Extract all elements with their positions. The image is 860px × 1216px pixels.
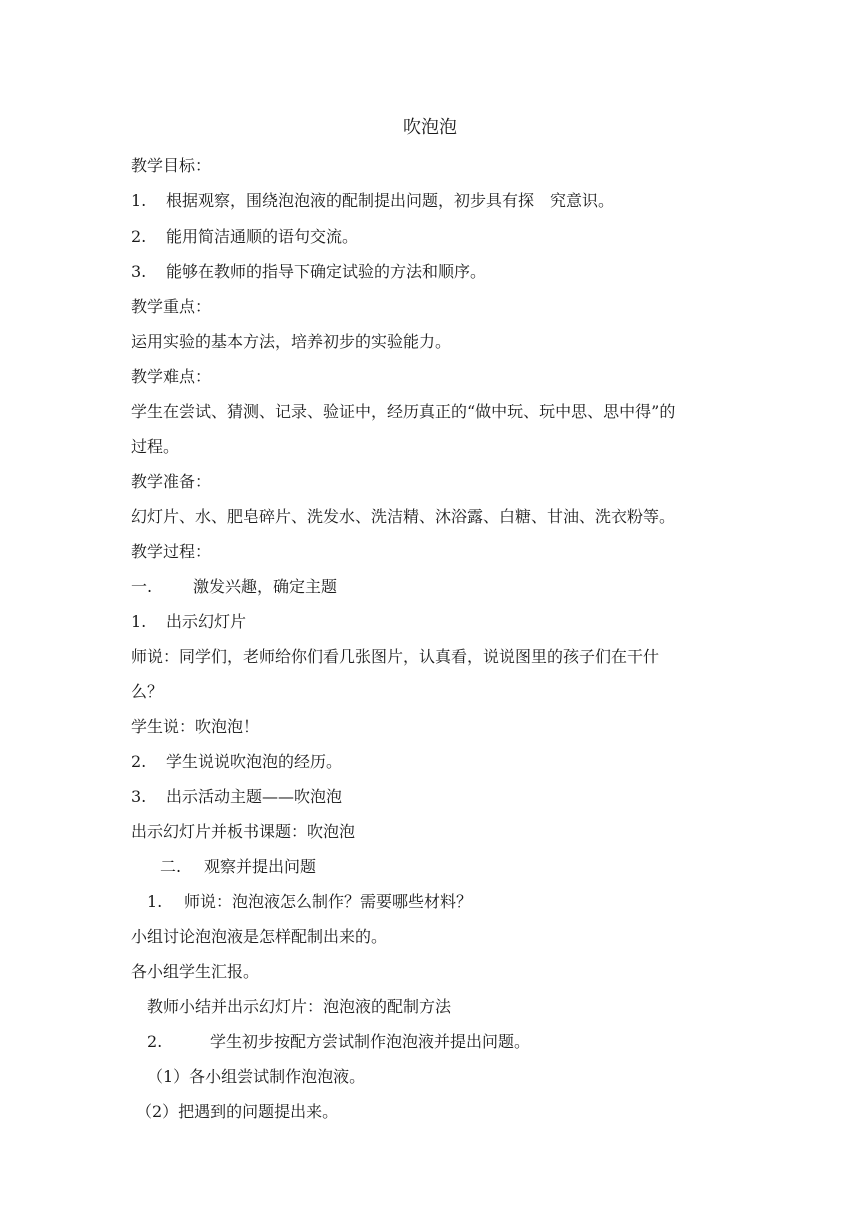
list-marker: 2. xyxy=(147,1032,163,1051)
paragraph: 学生说：吹泡泡！ xyxy=(131,717,260,736)
list-item: 学生说说吹泡泡的经历。 xyxy=(166,752,343,771)
section-marker: 二. xyxy=(160,857,182,876)
section-marker: 一. xyxy=(131,577,153,596)
heading-difficulties: 教学难点： xyxy=(131,367,212,386)
list-marker: 1. xyxy=(131,191,147,210)
sub-item: （1）各小组尝试制作泡泡液。 xyxy=(147,1067,366,1086)
paragraph: 教师小结并出示幻灯片：泡泡液的配制方法 xyxy=(147,997,452,1016)
paragraph: 幻灯片、水、肥皂碎片、洗发水、洗洁精、沐浴露、白糖、甘油、洗衣粉等。 xyxy=(131,507,676,526)
list-marker: 3. xyxy=(131,262,147,281)
list-marker: 1. xyxy=(147,892,163,911)
list-item: 根据观察，围绕泡泡液的配制提出问题，初步具有探 究意识。 xyxy=(166,191,615,210)
heading-process: 教学过程： xyxy=(131,542,212,561)
list-item: 师说：泡泡液怎么制作？需要哪些材料？ xyxy=(184,892,473,911)
document-title: 吹泡泡 xyxy=(403,117,457,138)
paragraph: 么？ xyxy=(131,682,164,701)
paragraph: 运用实验的基本方法，培养初步的实验能力。 xyxy=(131,332,452,351)
heading-key-points: 教学重点： xyxy=(131,297,212,316)
list-marker: 3. xyxy=(131,787,147,806)
list-item: 出示活动主题——吹泡泡 xyxy=(166,787,343,806)
paragraph: 师说：同学们，老师给你们看几张图片，认真看，说说图里的孩子们在干什 xyxy=(131,647,660,666)
section-heading: 激发兴趣，确定主题 xyxy=(193,577,338,596)
list-item: 能够在教师的指导下确定试验的方法和顺序。 xyxy=(166,262,487,281)
list-item: 能用简洁通顺的语句交流。 xyxy=(166,227,359,246)
paragraph: 各小组学生汇报。 xyxy=(131,962,260,981)
paragraph: 学生在尝试、猜测、记录、验证中，经历真正的“做中玩、玩中思、思中得”的 xyxy=(131,402,676,421)
list-marker: 2. xyxy=(131,227,147,246)
paragraph: 小组讨论泡泡液是怎样配制出来的。 xyxy=(131,927,388,946)
heading-preparation: 教学准备： xyxy=(131,472,212,491)
section-heading: 观察并提出问题 xyxy=(204,857,317,876)
list-marker: 1. xyxy=(131,612,147,631)
list-item: 学生初步按配方尝试制作泡泡液并提出问题。 xyxy=(210,1032,531,1051)
paragraph: 过程。 xyxy=(131,437,180,456)
sub-item: （2）把遇到的问题提出来。 xyxy=(136,1102,339,1121)
paragraph: 出示幻灯片并板书课题：吹泡泡 xyxy=(131,822,356,841)
heading-objectives: 教学目标： xyxy=(131,156,212,175)
list-marker: 2. xyxy=(131,752,147,771)
list-item: 出示幻灯片 xyxy=(166,612,247,631)
